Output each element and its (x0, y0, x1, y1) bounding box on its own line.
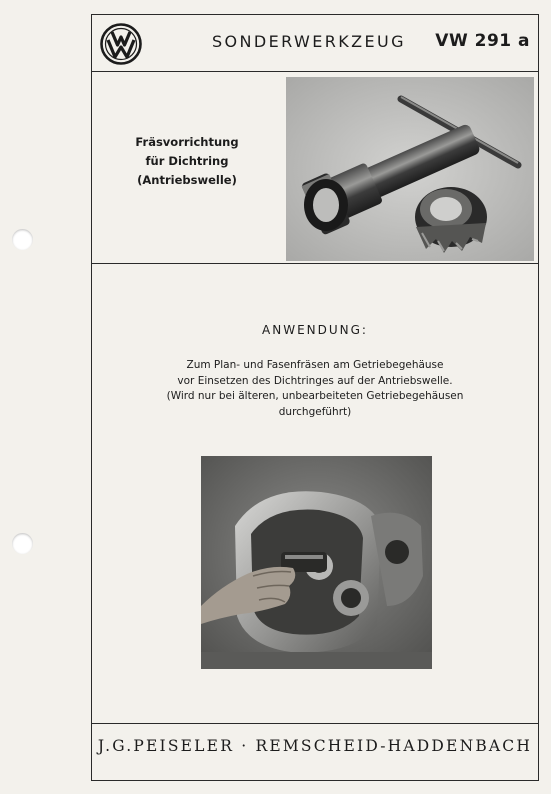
punch-hole-top (12, 229, 33, 250)
application-photo (201, 456, 432, 669)
usage-line: Zum Plan- und Fasenfräsen am Getriebegehäuse (186, 359, 444, 371)
usage-heading: ANWENDUNG: (262, 323, 368, 337)
usage-line: (Wird nur bei älteren, unbearbeiteten Getriebegehäusen (166, 390, 464, 402)
tool-code: VW 291 a (435, 31, 530, 51)
section-divider (92, 263, 538, 264)
vw-logo-icon (100, 23, 142, 65)
document-title: SONDERWERKZEUG (212, 32, 406, 51)
footer-divider (92, 723, 538, 724)
header (92, 15, 538, 72)
manufacturer-footer: J.G.PEISELER · REMSCHEID-HADDENBACH (97, 737, 533, 755)
usage-description (112, 358, 518, 420)
tool-name-line: (Antriebswelle) (137, 173, 237, 187)
header-divider (92, 71, 538, 72)
tool-name (122, 133, 252, 190)
usage-line: durchgeführt) (278, 405, 352, 418)
punch-hole-bottom (12, 533, 33, 554)
document-frame (91, 14, 539, 781)
usage-line: vor Einsetzen des Dichtringes auf der Antriebswelle. (177, 374, 453, 387)
tool-photo (286, 77, 534, 261)
tool-name-line: für Dichtring (145, 154, 229, 168)
tool-name-line: Fräsvorrichtung (135, 135, 239, 149)
